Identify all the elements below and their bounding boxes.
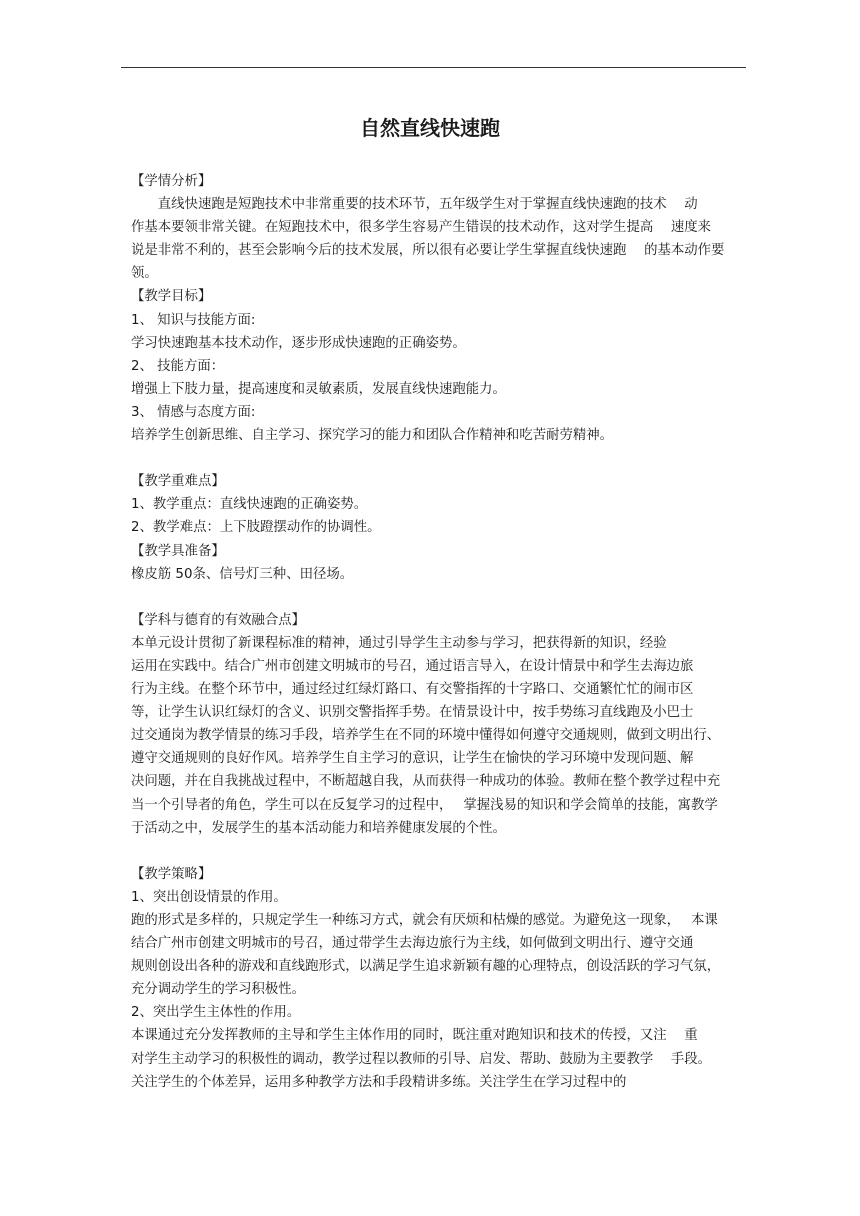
text-line: 遵守交通规则的良好作风。培养学生自主学习的意识，让学生在愉快的学习环境中发现问题、解 xyxy=(131,751,694,767)
text-line: 3、 情感与态度方面: xyxy=(131,404,256,420)
text-line: 过交通岗为教学情景的练习手段，培养学生在不同的环境中懂得如何遵守交通规则，做到文明出行、 xyxy=(131,728,721,744)
text-line: 跑的形式是多样的，只规定学生一种练习方式，就会有厌烦和枯燥的感觉。为避免这一现象， 本课 xyxy=(131,913,718,928)
text-line: 直线快速跑是短跑技术中非常重要的技术环节，五年级学生对于掌握直线快速跑的技术 动 xyxy=(131,197,698,213)
text-line: 决问题，并在自我挑战过程中，不断超越自我，从而获得一种成功的体验。教师在整个教学过程中充 xyxy=(131,774,721,790)
page-title: 自然直线快速跑 xyxy=(360,116,500,140)
text-line: 2、教学难点：上下肢蹬摆动作的协调性。 xyxy=(131,520,381,536)
section-heading-moral-integration: 【学科与德育的有效融合点】 xyxy=(131,612,306,628)
text-line: 说是非常不利的，甚至会影响今后的技术发展，所以很有必要让学生掌握直线快速跑 的基本动作要 xyxy=(131,243,725,259)
header-rule xyxy=(121,67,746,68)
text-line: 作基本要领非常关键。在短跑技术中，很多学生容易产生错误的技术动作，这对学生提高 速度来 xyxy=(131,220,712,236)
text-line: 运用在实践中。结合广州市创建文明城市的号召，通过语言导入，在设计情景中和学生去海边旅 xyxy=(131,658,694,674)
text-line: 学习快速跑基本技术动作，逐步形成快速跑的正确姿势。 xyxy=(131,335,466,351)
text-line: 关注学生的个体差异，运用多种教学方法和手段精讲多练。关注学生在学习过程中的 xyxy=(131,1074,627,1090)
text-line: 增强上下肢力量，提高速度和灵敏素质，发展直线快速跑能力。 xyxy=(131,381,506,397)
text-line: 本单元设计贯彻了新课程标准的精神，通过引导学生主动参与学习，把获得新的知识，经验 xyxy=(131,635,667,651)
blank-line xyxy=(131,586,739,609)
section-heading-strategy: 【教学策略】 xyxy=(131,866,212,882)
blank-line xyxy=(131,447,739,470)
text-line: 结合广州市创建文明城市的号召，通过带学生去海边旅行为主线，如何做到文明出行、遵守交通 xyxy=(131,936,694,952)
section-heading-materials: 【教学具准备】 xyxy=(131,543,225,559)
text-line: 规则创设出各种的游戏和直线跑形式，以满足学生追求新颖有趣的心理特点，创设活跃的学习气氛， xyxy=(131,959,721,975)
text-line: 充分调动学生的学习积极性。 xyxy=(131,982,306,998)
text-line: 当一个引导者的角色，学生可以在反复学习的过程中， 掌握浅易的知识和学会简单的技能，寓教学 xyxy=(131,797,718,813)
text-line: 本课通过充分发挥教师的主导和学生主体作用的同时，既注重对跑知识和技术的传授，又注 重 xyxy=(131,1028,698,1044)
section-heading-key-points: 【教学重难点】 xyxy=(131,474,225,490)
text-line: 1、教学重点：直线快速跑的正确姿势。 xyxy=(131,497,368,513)
text-line: 等，让学生认识红绿灯的含义、识别交警指挥手势。在情景设计中，按手势练习直线跑及小巴士 xyxy=(131,705,694,721)
text-line: 行为主线。在整个环节中，通过经过红绿灯路口、有交警指挥的十字路口、交通繁忙忙的闹市区 xyxy=(131,682,694,698)
text-line: 对学生主动学习的积极性的调动，教学过程以教师的引导、启发、帮助、鼓励为主要教学 手段。 xyxy=(131,1051,712,1067)
text-line: 1、突出创设情景的作用。 xyxy=(131,889,287,905)
text-line: 2、突出学生主体性的作用。 xyxy=(131,1005,301,1021)
text-line: 橡皮筋 50条、信号灯三种、田径场。 xyxy=(131,566,354,582)
text-line: 于活动之中，发展学生的基本活动能力和培养健康发展的个性。 xyxy=(131,820,506,836)
document-body xyxy=(131,170,739,1094)
text-line: 培养学生创新思维、自主学习、探究学习的能力和团队合作精神和吃苦耐劳精神。 xyxy=(131,428,614,444)
text-line: 2、 技能方面： xyxy=(131,358,225,374)
section-heading-teaching-goals: 【教学目标】 xyxy=(131,289,212,305)
text-line: 1、 知识与技能方面: xyxy=(131,312,256,328)
section-heading-learning-analysis: 【学情分析】 xyxy=(131,174,212,189)
blank-line xyxy=(131,840,739,863)
text-line: 领。 xyxy=(131,266,158,282)
